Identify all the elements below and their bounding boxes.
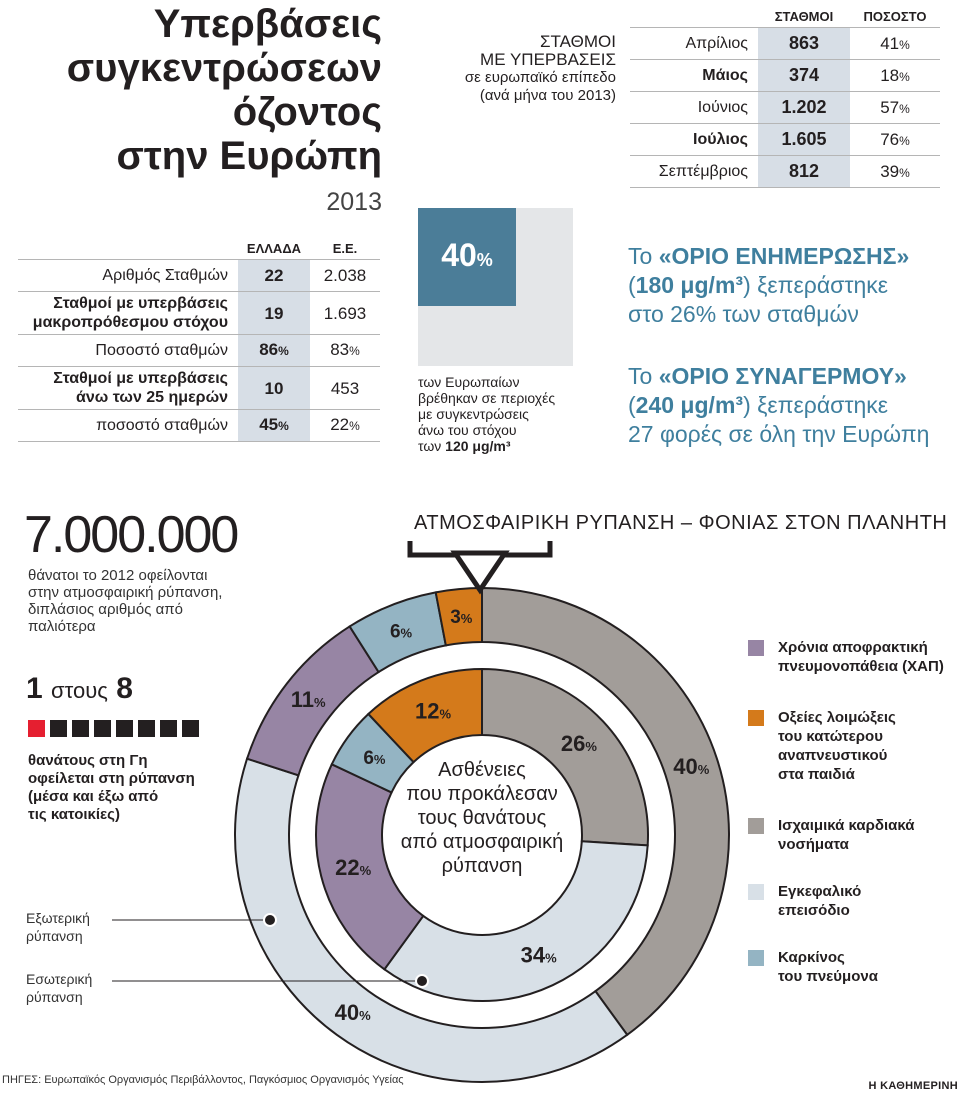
caption-line: θανάτους στη Γη <box>28 752 148 769</box>
month-cell: Απρίλιος <box>630 28 758 60</box>
legend-swatch <box>748 884 764 900</box>
row-label-line: ποσοστό σταθμών <box>96 417 228 434</box>
center-line: Ασθένειες <box>438 759 526 781</box>
cell-unit: % <box>349 344 360 358</box>
legend-line: πνευμονοπάθεια (ΧΑΠ) <box>778 658 944 675</box>
note-text: ) ξεπεράστηκε <box>743 392 888 418</box>
legend-line: Χρόνια αποφρακτική <box>778 639 928 656</box>
cell-value: 76 <box>880 129 900 149</box>
legend-line: Καρκίνος <box>778 949 845 966</box>
legend-line: νοσήματα <box>778 836 849 853</box>
legend-line: στα παιδιά <box>778 766 855 783</box>
cell-unit: % <box>899 101 910 116</box>
caption-line: παλιότερα <box>28 618 96 635</box>
inner-slice-label: 6% <box>363 747 386 769</box>
month-cell: Μάιος <box>630 60 758 92</box>
square-value-number: 40 <box>441 237 477 273</box>
label-line: ρύπανση <box>26 928 83 944</box>
legend-label <box>778 948 960 986</box>
one-in-total: 8 <box>116 672 133 705</box>
cell-unit: % <box>278 419 289 433</box>
legend-swatch <box>748 818 764 834</box>
cell-value: 45 <box>259 415 279 434</box>
center-line: ρύπανση <box>441 855 523 877</box>
note-text: Το <box>628 243 659 269</box>
caption-line: (μέσα και έξω από <box>28 788 159 805</box>
cell-value: 41 <box>880 33 900 53</box>
note-highlight: «ΟΡΙΟ ΣΥΝΑΓΕΡΜΟΥ» <box>658 363 907 389</box>
cell-value: 86 <box>259 340 279 359</box>
legend-line: Ισχαιμικά καρδιακά <box>778 817 915 834</box>
deaths-number: 7.000.000 <box>24 506 238 564</box>
outer-slice-label: 3% <box>450 606 473 628</box>
legend-label <box>778 708 960 784</box>
square-value-unit: % <box>476 250 493 270</box>
inner-ring-label <box>26 970 92 1006</box>
legend-swatch <box>748 640 764 656</box>
month-cell: Ιούλιος <box>630 124 758 156</box>
monthly-title-line: ΣΤΑΘΜΟΙ <box>540 32 616 51</box>
brand-logo: Η ΚΑΘΗΜΕΡΙΝΗ <box>868 1080 958 1092</box>
cell-value: 57 <box>880 97 900 117</box>
inner-slice-label: 26% <box>560 730 597 756</box>
inner-slice-label: 22% <box>335 855 372 881</box>
caption-threshold: 120 μg/m³ <box>445 438 511 454</box>
cell-value: 10 <box>264 378 284 398</box>
title-line: στην Ευρώπη <box>116 134 382 178</box>
year-label: 2013 <box>326 188 382 216</box>
row-label-line: Αριθμός Σταθμών <box>102 267 228 284</box>
legend-label <box>778 816 960 854</box>
legend-line: του κατώτερου <box>778 728 883 745</box>
row-label-line: Σταθμοί με υπερβάσεις <box>53 370 228 387</box>
cell-value: 19 <box>264 303 284 323</box>
month-cell: Σεπτέμβριος <box>630 156 758 188</box>
center-label <box>401 759 563 877</box>
note-highlight: «ΟΡΙΟ ΕΝΗΜΕΡΩΣΗΣ» <box>658 243 910 269</box>
legend-swatch <box>748 710 764 726</box>
caption-line: με συγκεντρώσεις <box>418 406 529 422</box>
outer-slice-label: 40% <box>334 999 371 1025</box>
header-stations: ΣΤΑΘΜΟΙ <box>774 9 834 24</box>
row-label-line: μακροπρόθεσμου στόχου <box>32 314 228 331</box>
caption-line: βρέθηκαν σε περιοχές <box>418 390 556 406</box>
caption-line: των Ευρωπαίων <box>418 374 520 390</box>
title-line: Υπερβάσεις <box>153 2 382 46</box>
caption-line: θάνατοι το 2012 οφείλονται <box>28 567 208 584</box>
label-line: ρύπανση <box>26 989 83 1005</box>
cell-unit: % <box>899 37 910 52</box>
legend-label <box>778 638 960 676</box>
chart-heading: ΑΤΜΟΣΦΑΙΡΙΚΗ ΡΥΠΑΝΣΗ – ΦΟΝΙΑΣ ΣΤΟΝ ΠΛΑΝΗΤΗ <box>414 512 948 534</box>
label-line: Εξωτερική <box>26 910 90 926</box>
note-text: ) ξεπεράστηκε <box>743 272 888 298</box>
cell-unit: % <box>278 344 289 358</box>
legend-line: Οξείες λοιμώξεις <box>778 709 896 726</box>
legend-label <box>778 882 960 920</box>
row-label-line: Σταθμοί με υπερβάσεις <box>53 295 228 312</box>
outer-slice-label: 6% <box>389 621 413 643</box>
center-line: που προκάλεσαν <box>406 783 558 805</box>
cell-unit: % <box>349 419 360 433</box>
center-line: τους θανάτους <box>417 807 547 829</box>
legend-line: του πνεύμονα <box>778 968 878 985</box>
stations-cell: 1.202 <box>758 92 850 124</box>
cell-value: 2.038 <box>323 266 367 285</box>
title-line: όζοντος <box>232 90 382 134</box>
cell-value: 1.693 <box>323 303 367 323</box>
inner-slice-label: 34% <box>520 942 557 968</box>
cell-value: 22 <box>264 266 284 285</box>
center-line: από ατμοσφαιρική <box>400 831 564 853</box>
legend-line: επεισόδιο <box>778 902 850 919</box>
caption-line: άνω του στόχου <box>418 422 517 438</box>
cell-unit: % <box>899 133 910 148</box>
cell-value: 453 <box>330 378 360 398</box>
legend-swatch <box>748 950 764 966</box>
outer-slice-label: 40% <box>673 754 710 780</box>
caption-line: τις κατοικίες) <box>28 806 120 823</box>
title-line: συγκεντρώσεων <box>66 46 382 90</box>
label-line: Εσωτερική <box>26 971 93 987</box>
inner-leader-dot <box>416 975 428 987</box>
header-greece: ΕΛΛΑΔΑ <box>246 241 302 256</box>
month-cell: Ιούνιος <box>630 92 758 124</box>
source-note: ΠΗΓΕΣ: Ευρωπαϊκός Οργανισμός Περιβάλλοντος, Παγκόσμιος Οργανισμός Υγείας <box>2 1074 404 1086</box>
cell-unit: % <box>899 69 910 84</box>
note-text: στο 26% των σταθμών <box>628 301 859 327</box>
inner-slice-label: 12% <box>415 698 452 724</box>
note-text: ( <box>628 272 636 298</box>
stations-cell: 374 <box>758 60 850 92</box>
caption-line: στην ατμοσφαιρική ρύπανση, <box>28 584 223 601</box>
caption-line: οφείλεται στη ρύπανση <box>28 770 195 787</box>
note-value: 240 μg/m³ <box>635 392 744 418</box>
outer-ring-label <box>26 909 90 945</box>
header-eu: Ε.Ε. <box>332 241 358 256</box>
stations-cell: 1.605 <box>758 124 850 156</box>
note-text: Το <box>628 363 659 389</box>
cell-value: 18 <box>880 65 900 85</box>
cell-unit: % <box>899 165 910 180</box>
note-text: ( <box>628 392 636 418</box>
monthly-title-line: ΜΕ ΥΠΕΡΒΑΣΕΙΣ <box>480 50 616 69</box>
outer-leader-dot <box>264 914 276 926</box>
legend-line: αναπνευστικού <box>778 747 888 764</box>
stations-cell: 812 <box>758 156 850 188</box>
one-in-word: στους <box>51 678 108 703</box>
note-value: 180 μg/m³ <box>635 272 744 298</box>
caption-prefix: των <box>418 438 446 454</box>
cell-value: 39 <box>880 161 900 181</box>
note-text: 27 φορές σε όλη την Ευρώπη <box>628 421 930 447</box>
cell-value: 83 <box>330 340 350 359</box>
cell-value: 22 <box>330 415 350 434</box>
row-label-line: άνω των 25 ημερών <box>76 389 228 406</box>
monthly-title-line: σε ευρωπαϊκό επίπεδο <box>464 69 616 86</box>
arrow-head-icon <box>455 553 505 590</box>
outer-slice-label: 11% <box>290 687 326 713</box>
caption-line: διπλάσιος αριθμός από <box>28 601 183 618</box>
header-percent: ΠΟΣΟΣΤΟ <box>863 9 927 24</box>
one-in-number: 1 <box>26 672 43 705</box>
row-label-line: Ποσοστό σταθμών <box>95 342 228 359</box>
legend-line: Εγκεφαλικό <box>778 883 862 900</box>
stations-cell: 863 <box>758 28 850 60</box>
monthly-title-line: (ανά μήνα του 2013) <box>479 87 616 104</box>
